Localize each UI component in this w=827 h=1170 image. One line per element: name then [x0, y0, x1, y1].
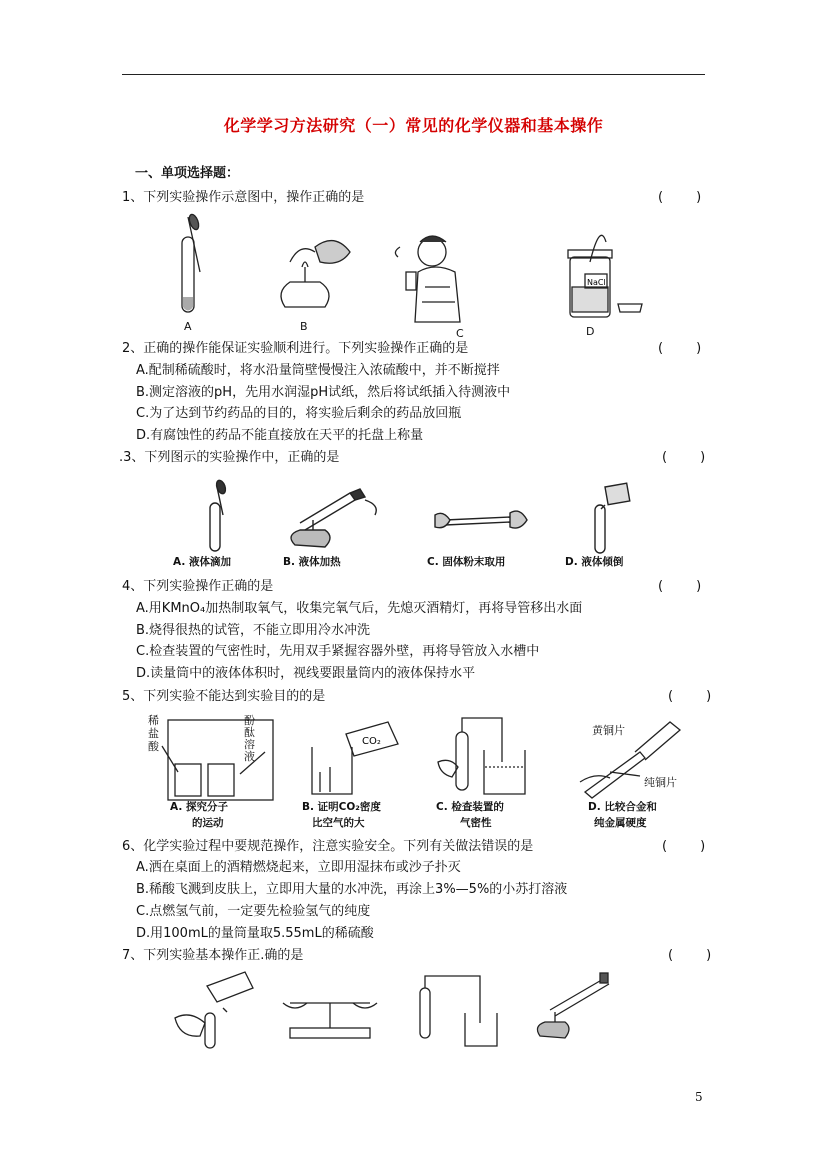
q6-option-a: A.洒在桌面上的酒精燃烧起来，立即用湿抹布或沙子扑灭 [136, 860, 461, 875]
q1-fig-a-dropper-in-tube [182, 213, 200, 312]
q2-option-c: C.为了达到节约药品的目的，将实验后剩余的药品放回瓶 [136, 406, 462, 421]
q5-copper-label: 纯铜片 [644, 776, 677, 789]
q4-option-c: C.检查装置的气密性时，先用双手紧握容器外壁，再将导管放入水槽中 [136, 644, 540, 659]
q3-answer-paren: ( ) [662, 450, 706, 465]
q7-figures [165, 968, 635, 1048]
q5-caption-b-1: B. 证明CO₂密度 [302, 801, 381, 813]
q1-fig-c-smelling-gas [395, 236, 460, 322]
q6-answer-paren: ( ) [662, 839, 706, 854]
q5-phenol-char-3: 溶 [244, 738, 255, 751]
q1-figures [170, 212, 670, 342]
q3-caption-d: D. 液体倾倒 [565, 556, 624, 568]
q6-option-c: C.点燃氢气前，一定要先检验氢气的纯度 [136, 904, 371, 919]
q1-label-d: D [586, 325, 595, 338]
q5-phenol-char-4: 液 [244, 750, 255, 763]
q4-answer-paren: ( ) [658, 579, 702, 594]
q5-caption-d-1: D. 比较合金和 [588, 801, 657, 813]
page-number: 5 [695, 1090, 703, 1104]
q3-caption-a: A. 液体滴加 [173, 556, 231, 568]
q7-fig-d-heating-tube [537, 973, 609, 1038]
q5-caption-a-2: 的运动 [192, 817, 224, 829]
q4-option-d: D.读量筒中的液体体积时，视线要跟量筒内的液体保持水平 [136, 666, 476, 681]
q3-fig-c-powder [435, 511, 527, 528]
q6-option-d: D.用100mL的量筒量取5.55mL的稀硫酸 [136, 926, 374, 941]
q1-label-a: A [184, 320, 192, 333]
q1-stem: 1、下列实验操作示意图中，操作正确的是 [122, 190, 365, 205]
q5-co2-label: CO₂ [362, 736, 381, 747]
q5-acid-char-1: 稀 [148, 714, 159, 727]
q5-phenol-char-1: 酚 [244, 714, 255, 727]
q5-answer-paren: ( ) [668, 689, 712, 704]
q4-stem: 4、下列实验操作正确的是 [122, 579, 274, 594]
q5-brass-label: 黄铜片 [592, 724, 625, 737]
header-rule [122, 74, 705, 75]
q3-caption-b: B. 液体加热 [283, 556, 341, 568]
q7-fig-c-tube-connect [420, 976, 497, 1046]
q7-fig-b-balance [283, 1003, 377, 1038]
q5-caption-b-2: 比空气的大 [312, 817, 365, 829]
q7-stem: 7、下列实验基本操作正.确的是 [122, 948, 304, 963]
q3-fig-d-pour-liquid [595, 483, 630, 553]
q3-stem: .3、下列图示的实验操作中，正确的是 [119, 450, 340, 465]
q5-phenol-char-2: 酞 [244, 726, 255, 739]
q7-fig-a-add-solid [175, 972, 253, 1048]
q5-caption-c-2: 气密性 [460, 817, 492, 829]
q5-fig-b-co2-candles [312, 722, 398, 794]
q1-fig-d-nacl-jar [568, 235, 642, 317]
q3-fig-b-heat-liquid [291, 489, 376, 547]
q1-label-b: B [300, 320, 308, 333]
q5-fig-c-airtightness [438, 718, 525, 794]
q1-fig-b-alcohol-lamp [281, 241, 350, 307]
q2-stem: 2、正确的操作能保证实验顺利进行。下列实验操作正确的是 [122, 341, 469, 356]
q5-caption-c-1: C. 检查装置的 [436, 801, 504, 813]
q3-fig-a-drop-liquid [210, 479, 227, 551]
q2-option-b: B.测定溶液的pH，先用水润湿pH试纸，然后将试纸插入待测液中 [136, 385, 511, 400]
q1-label-c: C [456, 327, 464, 340]
q2-answer-paren: ( ) [658, 341, 702, 356]
q3-caption-c: C. 固体粉末取用 [427, 556, 506, 568]
q5-caption-d-2: 纯金属硬度 [594, 817, 647, 829]
q3-figures [165, 475, 675, 570]
q5-stem: 5、下列实验不能达到实验目的的是 [122, 689, 326, 704]
q1-nacl-label: NaCl [587, 278, 606, 287]
q4-option-b: B.烧得很热的试管，不能立即用冷水冲洗 [136, 623, 371, 638]
q2-option-d: D.有腐蚀性的药品不能直接放在天平的托盘上称量 [136, 428, 424, 443]
q5-figures [140, 712, 720, 837]
q6-option-b: B.稀酸飞溅到皮肤上，立即用大量的水冲洗，再涂上3%—5%的小苏打溶液 [136, 882, 568, 897]
q6-stem: 6、化学实验过程中要规范操作，注意实验安全。下列有关做法错误的是 [122, 839, 534, 854]
q5-caption-a-1: A. 探究分子 [170, 801, 228, 813]
q4-option-a: A.用KMnO₄加热制取氧气，收集完氧气后，先熄灭酒精灯，再将导管移出水面 [136, 601, 583, 616]
section-heading: 一、单项选择题： [135, 166, 240, 181]
q5-acid-char-2: 盐 [148, 727, 159, 740]
q7-answer-paren: ( ) [668, 948, 712, 963]
q5-fig-a-molecule-motion [162, 720, 273, 800]
q2-option-a: A.配制稀硫酸时，将水沿量筒壁慢慢注入浓硫酸中，并不断搅拌 [136, 363, 500, 378]
q1-answer-paren: ( ) [658, 190, 702, 205]
q5-acid-char-3: 酸 [148, 740, 159, 753]
page-title: 化学学习方法研究（一）常见的化学仪器和基本操作 [223, 116, 604, 135]
